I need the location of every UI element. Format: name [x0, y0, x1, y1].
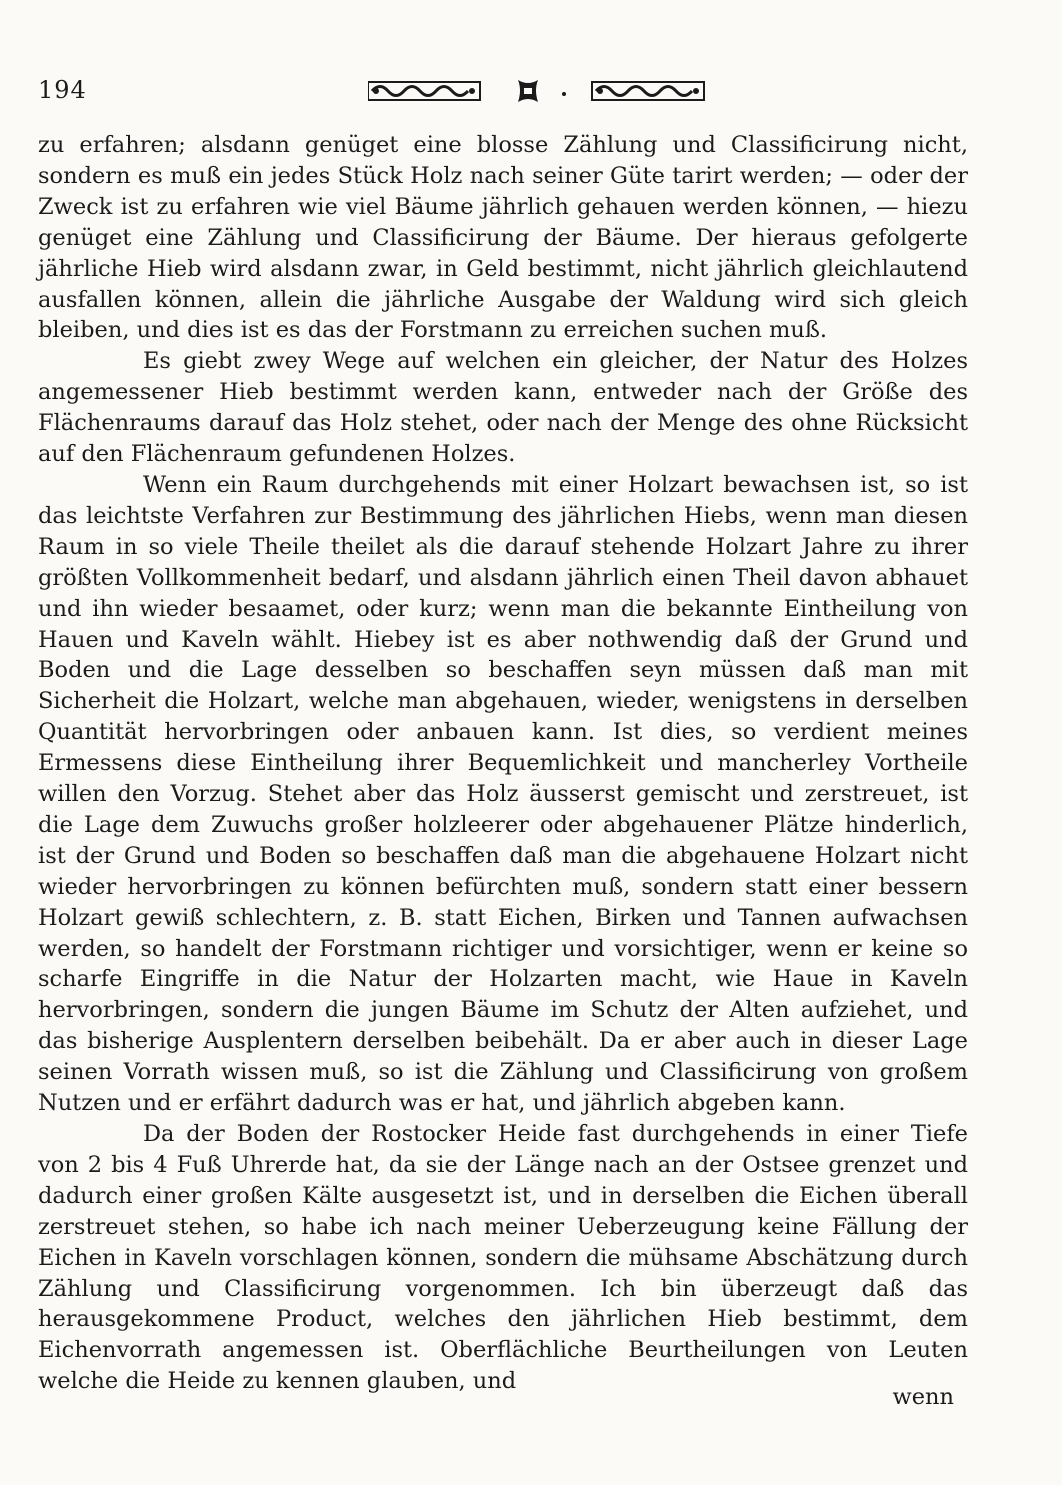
page-header — [38, 72, 968, 112]
catchword: wenn — [892, 1384, 954, 1410]
decorative-band-left-icon — [368, 82, 480, 100]
paragraph-4: Da der Boden der Rostocker Heide fast durchgehends in einer Tiefe von 2 bis 4 Fuß Uhrerde hat, da sie der Länge nach an der Ostsee grenzet und dadurch einer großen Kälte ausgesetzt ist, und in derselben die Eichen überall zerstreuet stehen, so habe ich nach meiner Ueberzeugung keine Fällung der Eichen in Kaveln vorschlagen können, sondern die mühsame Abschätzung durch Zählung und Classificirung vorgenommen. Ich bin überzeugt daß das herausgekommene Product, welches den jährlichen Hieb bestimmt, dem Eichenvorrath angemessen ist. Oberflächliche Beurtheilungen von Leuten welche die Heide zu kennen glauben, und — [38, 1121, 968, 1395]
body-text — [38, 130, 968, 1397]
paragraph-2: Es giebt zwey Wege auf welchen ein gleicher, der Natur des Holzes angemessener Hieb bestimmt werden kann, entweder nach der Größe des Flächenraums darauf das Holz stehet, oder nach der Menge des ohne Rücksicht auf den Flächenraum gefundenen Holzes. — [38, 348, 968, 468]
fleuron-icon — [518, 80, 566, 102]
header-ornaments — [368, 74, 708, 108]
paragraph-3: Wenn ein Raum durchgehends mit einer Holzart bewachsen ist, so ist das leichtste Verfahren zur Bestimmung des jährlichen Hiebs, wenn man diesen Raum in so viele Theile theilet als die darauf stehende Holzart Jahre zu ihrer größten Vollkommenheit bedarf, und alsdann jährlich einen Theil davon abhauet und ihn wieder besaamet, oder kurz; wenn man die bekannte Eintheilung von Hauen und Kaveln wählt. Hiebey ist es aber nothwendig daß der Grund und Boden und die Lage desselben so beschaffen seyn müssen daß man mit Sicherheit die Holzart, welche man abgehauen, wieder, wenigstens in derselben Quantität hervorbringen oder anbauen kann. Ist dies, so verdient meines Ermessens diese Eintheilung ihrer Bequemlichkeit und mancherley Vortheile willen den Vorzug. Stehet aber das Holz äusserst gemischt und zerstreuet, ist die Lage dem Zuwuchs großer holzleerer oder abgehauener Plätze hinderlich, ist der Grund und Boden so beschaffen daß man die abgehauene Holzart nicht wieder hervorbringen zu können befürchten muß, sondern statt einer bessern Holzart gewiß schlechtern, z. B. statt Eichen, Birken und Tannen aufwachsen werden, so handelt der Forstmann richtiger und vorsichtiger, wenn er keine so scharfe Eingriffe in die Natur der Holzarten macht, wie Haue in Kaveln hervorbringen, sondern die jungen Bäume im Schutz der Alten aufziehet, und das bisherige Ausplentern derselben beibehält. Da er aber auch in dieser Lage seinen Vorrath wissen muß, so ist die Zählung und Classificirung von großem Nutzen und er erfährt dadurch was er hat, und jährlich abgeben kann. — [38, 471, 968, 1117]
page-number: 194 — [38, 76, 87, 104]
decorative-band-right-icon — [592, 82, 704, 100]
paragraph-1: zu erfahren; alsdann genüget eine blosse Zählung und Classificirung nicht, sondern es muß ein jedes Stück Holz nach seiner Güte tarirt werden; — oder der Zweck ist zu erfahren wie viel Bäume jährlich gehauen werden können, — hiezu genüget eine Zählung und Classificirung der Bäume. Der hieraus gefolgerte jährliche Hieb wird alsdann zwar, in Geld bestimmt, nicht jährlich gleichlautend ausfallen können, allein die jährliche Ausgabe der Waldung wird sich gleich bleiben, und dies ist es das der Forstmann zu erreichen suchen muß. — [38, 132, 968, 344]
